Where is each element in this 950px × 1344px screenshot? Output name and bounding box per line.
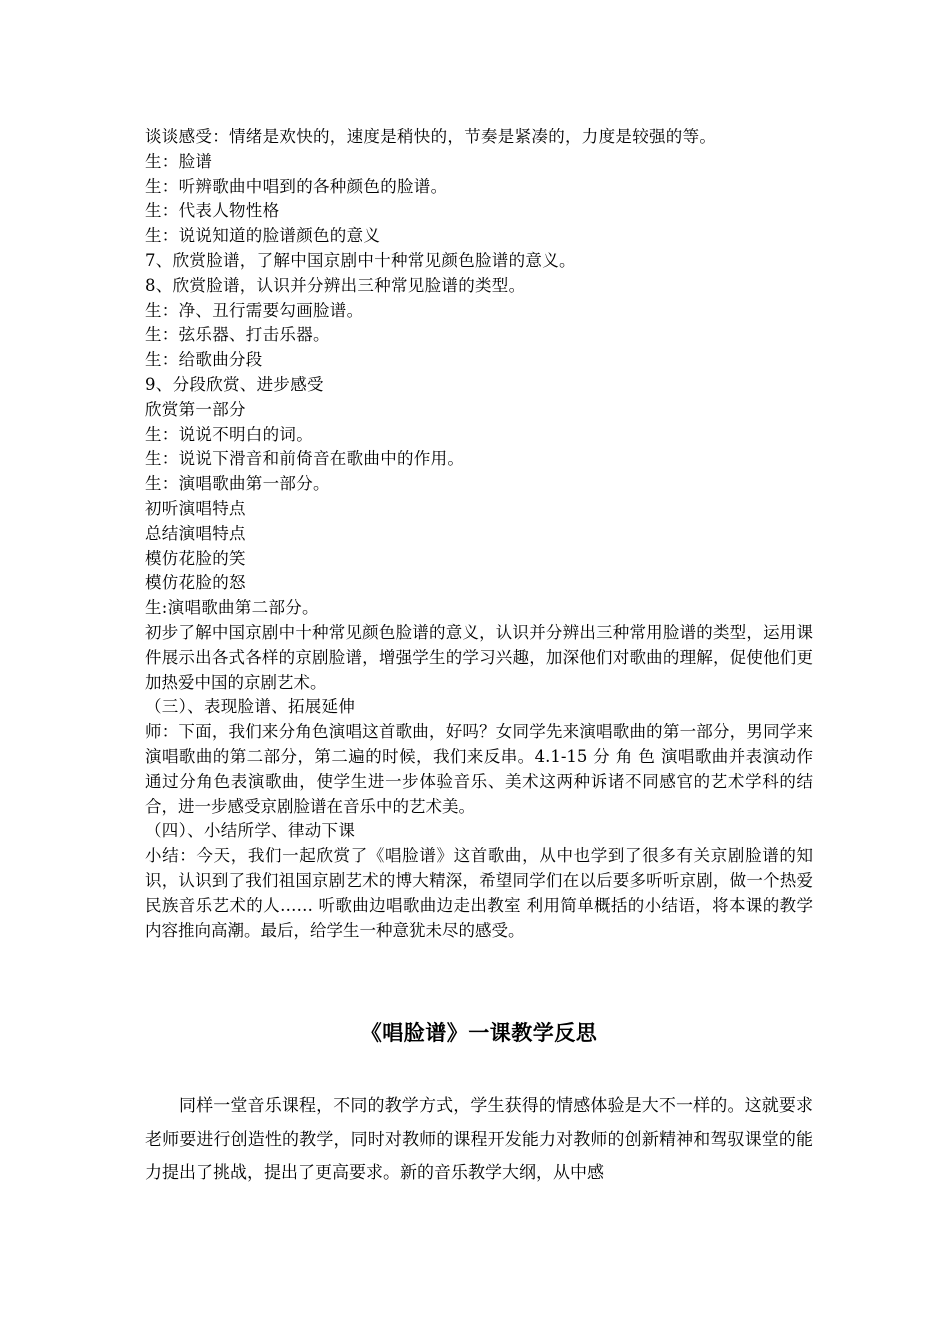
text-line: 初听演唱特点	[145, 498, 246, 518]
reflection-title: 《唱脸谱》一课教学反思	[360, 1020, 598, 1045]
text-line: 生：听辨歌曲中唱到的各种颜色的脸谱。	[145, 176, 448, 196]
section-heading: （三）、表现脸谱、拓展延伸	[145, 697, 356, 717]
text-line: 7、欣赏脸谱，了解中国京剧中十种常见颜色脸谱的意义。	[145, 250, 576, 270]
closing-paragraph: 小结：今天，我们一起欣赏了《唱脸谱》这首歌曲，从中也学到了很多有关京剧脸谱的知识，认识到了我们祖国京剧艺术的博大精深，希望同学们在以后要多听听京剧，做一个热爱民族音乐艺术的人…… 听歌曲边唱歌曲边走出教室 利用简单概括的小结语，将本课的教学内容推向高潮。最后，给学生一种意犹未尽的感受。	[145, 846, 813, 940]
text-line: 欣赏第一部分	[145, 399, 246, 419]
text-line: 生：代表人物性格	[145, 201, 280, 221]
text-line: 模仿花脸的怒	[145, 573, 246, 593]
section-heading: （四）、小结所学、律动下课	[145, 821, 356, 841]
text-line: 生：演唱歌曲第一部分。	[145, 474, 330, 494]
text-line: 生：说说知道的脸谱颜色的意义	[145, 226, 381, 246]
role-singing-paragraph: 师：下面，我们来分角色演唱这首歌曲，好吗？女同学先来演唱歌曲的第一部分，男同学来演唱歌曲的第二部分，第二遍的时候，我们来反串。4.1-15 分 角 色 演唱歌曲并表演动作 通过分角色表演歌曲，使学生进一步体验音乐、美术这两种诉诸不同感官的艺术学科的结合，进一步感受京剧脸谱在音乐中的艺术美。	[145, 722, 813, 816]
summary-paragraph: 初步了解中国京剧中十种常见颜色脸谱的意义，认识并分辨出三种常用脸谱的类型，运用课件展示出各式各样的京剧脸谱，增强学生的学习兴趣，加深他们对歌曲的理解，促使他们更加热爱中国的京剧艺术。	[145, 622, 813, 692]
lesson-body	[145, 125, 813, 943]
text-line: 生：给歌曲分段	[145, 350, 263, 370]
text-line: 生:演唱歌曲第二部分。	[145, 598, 319, 618]
text-line: 生：脸谱	[145, 151, 213, 171]
text-line: 生：净、丑行需要勾画脸谱。	[145, 300, 364, 320]
text-line: 谈谈感受：情绪是欢快的，速度是稍快的，节奏是紧凑的，力度是较强的等。	[145, 127, 717, 146]
reflection-paragraph: 同样一堂音乐课程，不同的教学方式，学生获得的情感体验是大不一样的。这就要求老师要进行创造性的教学，同时对教师的课程开发能力对教师的创新精神和驾驭课堂的能力提出了挑战，提出了更高要求。新的音乐教学大纲，从中感	[145, 1096, 813, 1183]
text-line: 模仿花脸的笑	[145, 548, 246, 568]
text-line: 生：说说不明白的词。	[145, 424, 313, 444]
text-line: 总结演唱特点	[145, 523, 246, 543]
text-line: 8、欣赏脸谱，认识并分辨出三种常见脸谱的类型。	[145, 275, 526, 295]
text-line: 生：说说下滑音和前倚音在歌曲中的作用。	[145, 449, 465, 469]
text-line: 生：弦乐器、打击乐器。	[145, 325, 330, 345]
text-line: 9、分段欣赏、进步感受	[145, 374, 324, 394]
